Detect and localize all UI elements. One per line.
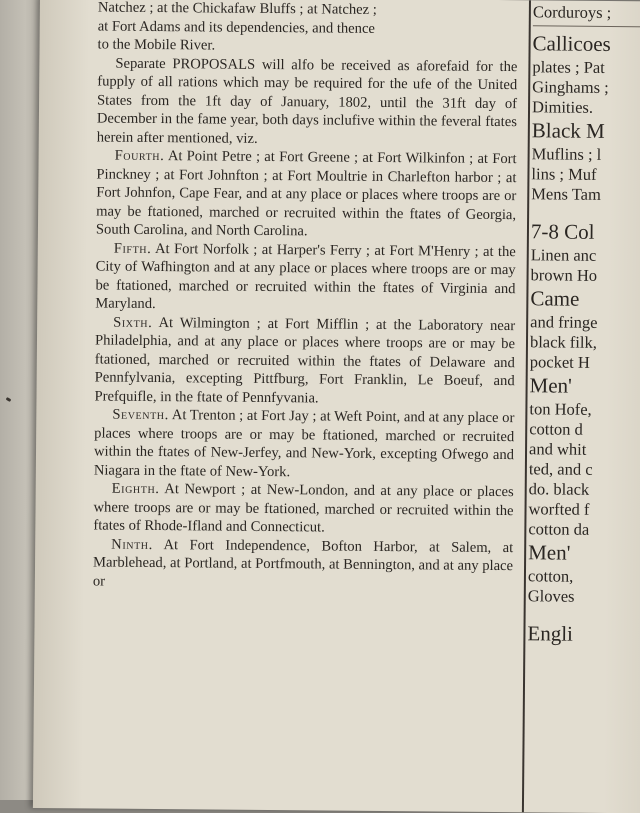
- spacer: [531, 204, 640, 219]
- right-line: and fringe: [530, 312, 598, 332]
- section-heading: Seventh.: [112, 406, 169, 424]
- section-fourth: [96, 147, 517, 243]
- right-line: and whit: [528, 439, 587, 459]
- right-column: [527, 2, 640, 648]
- section-heading: Eighth.: [111, 480, 160, 498]
- right-line: lins ; Muf: [531, 164, 597, 184]
- column-divider: [533, 25, 640, 27]
- right-line: pocket H: [529, 352, 590, 372]
- right-heading: Callicoes: [532, 31, 611, 56]
- right-line: plates ; Pat: [532, 57, 605, 77]
- separate-proposals-paragraph: Separate PROPOSALS will alfo be received as aforefaid for the fupply of all rations which may be required for the ufe of the United States from the 1ft day of January, 1802, until the 31ft day of December in the fame year, both days inclufive within the feveral ftates herein after mentioned, viz.: [96, 55, 518, 147]
- right-line: do. black: [528, 479, 590, 499]
- right-line: cotton da: [528, 519, 590, 539]
- section-fifth: [95, 239, 516, 317]
- newspaper-page: [33, 0, 640, 813]
- section-heading: Fourth.: [114, 147, 165, 165]
- spacer: [528, 606, 640, 621]
- top-line-3: to the Mobile River.: [97, 36, 216, 54]
- right-line: Corduroys ;: [532, 2, 612, 22]
- right-heading: Black M: [531, 118, 605, 143]
- right-heading: 7-8 Col: [530, 219, 595, 244]
- section-text: At Trenton ; at Fort Jay ; at Weft Point, and at any place or places where troops are or may be ftationed, marched or recruited within the ftates of New-Jerfey, and New-York, excepting Ofwego and Niagara in the ftate of New-York.: [93, 407, 515, 480]
- section-heading: Fifth.: [113, 240, 152, 257]
- right-line: Ginghams ;: [532, 77, 609, 97]
- section-text: At Fort Norfolk ; at Harper's Ferry ; at Fort M'Henry ; at the City of Wafhington and at any place or places where troops are or may be ftationed, marched or recruited within the ftates of Virginia and Maryland.: [95, 240, 516, 313]
- section-seventh: [94, 405, 515, 483]
- right-line: black filk,: [529, 332, 597, 352]
- right-line: Dimities.: [531, 97, 594, 117]
- right-line: worfted f: [528, 499, 590, 519]
- top-line-1: Natchez ; at the Chickafaw Bluffs ; at Natchez ;: [97, 0, 377, 18]
- right-line: Linen anc: [530, 245, 597, 265]
- section-ninth: [93, 535, 513, 594]
- top-line-2: at Fort Adams and its dependencies, and thence: [97, 18, 376, 37]
- right-line: ted, and c: [528, 459, 593, 479]
- section-heading: Sixth.: [113, 314, 153, 331]
- right-heading: Came: [530, 286, 580, 311]
- section-heading: Ninth.: [111, 536, 153, 553]
- right-line: cotton,: [527, 566, 574, 586]
- right-line: Gloves: [527, 586, 575, 606]
- section-text: At Newport ; at New-London, and at any place or places where troops are or may be ftationed, marched or recruited within the ftates of Rhode-Ifland and Connecticut.: [93, 481, 514, 536]
- section-text: At Fort Independence, Bofton Harbor, at Salem, at Marblehead, at Portland, at Portfmouth, at Bennington, and at any place or: [92, 536, 514, 590]
- right-line: Muflins ; l: [531, 144, 602, 164]
- right-heading: Men': [529, 373, 573, 398]
- section-text: At Point Petre ; at Fort Greene ; at Fort Wilkinfon ; at Fort Pinckney ; at Fort Johnfton ; at Fort Moultrie in Charlefton harbor ; at Fort Johnfon, Cape Fear, and at any place or places where troops are or may be ftationed, marched or recruited within the ftates of Georgia, South Carolina, and North Carolina.: [95, 148, 517, 240]
- section-text: At Wilmington ; at Fort Mifflin ; at the Laboratory near Philadelphia, and at any place or places where troops are or may be ftationed, marched or recruited within the ftates of Delaware and Pennfylvania, excepting Pittfburg, Fort Franklin, Le Boeuf, and Prefquifle, in the ftate of Pennfyvania.: [94, 314, 516, 406]
- right-line: cotton d: [529, 419, 583, 439]
- right-heading: Engli: [527, 621, 574, 646]
- right-line: brown Ho: [530, 265, 598, 285]
- section-sixth: [94, 313, 515, 409]
- main-column: [93, 0, 518, 594]
- section-eighth: [93, 479, 513, 538]
- right-line: Mens Tam: [531, 184, 601, 204]
- right-heading: Men': [528, 540, 571, 565]
- right-line: ton Hofe,: [529, 399, 592, 419]
